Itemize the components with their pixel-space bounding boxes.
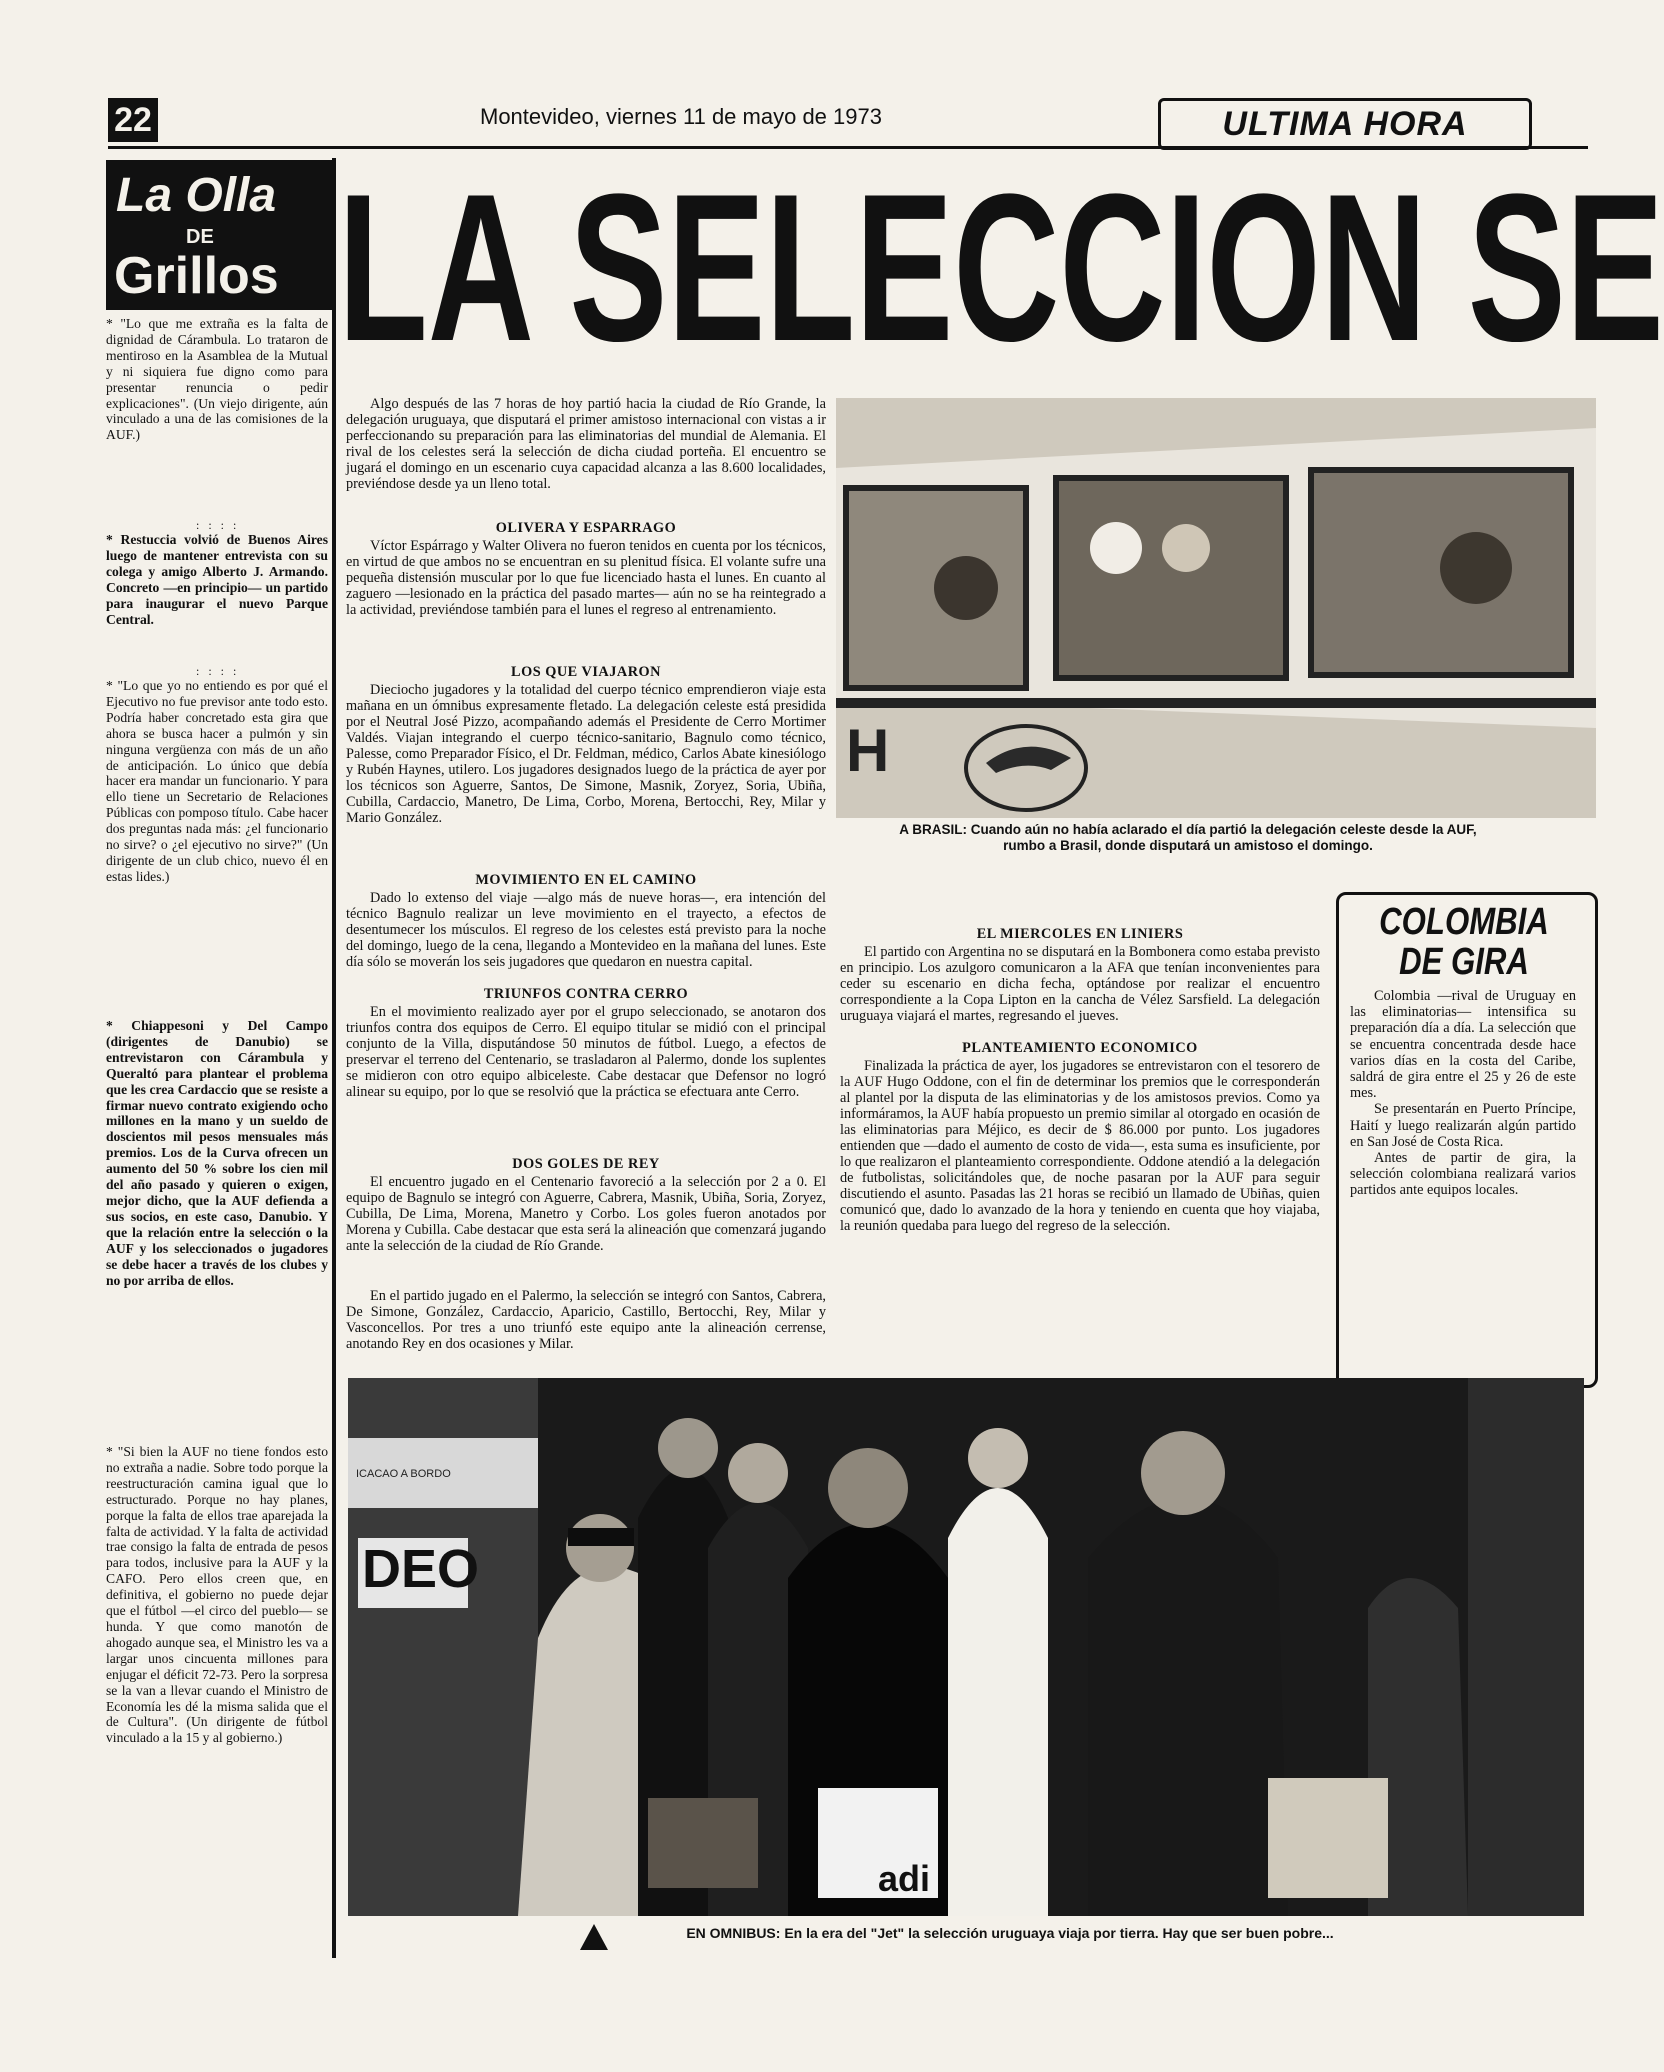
- colombia-paragraph: Colombia —rival de Uruguay en las eliminatorias— intensifica su preparación día a día. La selección que se encuentra concentrada desde hace varios días en la costa del Caribe, saldrá de gira entre el 25 y 26 de este mes.: [1350, 988, 1576, 1102]
- sidebar-separator: : : : :: [196, 518, 240, 532]
- subhead: PLANTEAMIENTO ECONOMICO: [962, 1040, 1198, 1056]
- sidebar-title-2: DE: [186, 226, 214, 248]
- bag-logo-text: adi: [878, 1858, 931, 1899]
- masthead-logo: ULTIMA HORA: [1158, 98, 1532, 150]
- sidebar-item: * "Lo que yo no entiendo es por qué el Ejecutivo no fue previsor ante todo esto. Podría haber concretado esta gira que ahora se busca hacer a pulmón y sin ninguna vergüenza con más de un año de anticipación. Lo único que debía hacer era mandar un funcionario. Y para ello tiene un Secretario de Relaciones Públicas con pomposo título. Cabe hacer dos preguntas nada más: ¿el funcionario no sirve? o ¿el ejecutivo no sirve?" (Un dirigente de un club chico, nuevo él en estas lides.): [106, 678, 328, 884]
- sidebar-item: * Chiappesoni y Del Campo (dirigentes de Danubio) se entrevistaron con Cárambula y Queraltó para plantear el problema que les crea Cardaccio que se resiste a firmar nuevo contrato exigiendo ocho millones en la mano y un sueldo de doscientos mil pesos mensuales más premios. Los de la Curva ofrecen un aumento del 50 % sobre los cien mil del año pasado y quieren o exigen, mejor dicho, que la AUF defienda a sus socios, en este caso, Danubio. Y que la relación entre la selección o la AUF y los seleccionados o jugadores se debe hacer a través de los clubes y no por arriba de ellos.: [106, 1018, 328, 1288]
- subhead: TRIUNFOS CONTRA CERRO: [483, 986, 689, 1002]
- article-paragraph: El partido con Argentina no se disputará en la Bombonera como estaba previsto en principio. Los azulgoro comunicaron a la AFA que tenían inconvenientes para ceder su escenario en dicha fecha, optándose por realizar el encuentro correspondiente a la Copa Lipton en la cancha de Vélez Sarsfield. La delegación uruguaya viajará el martes, regresando el jueves.: [840, 944, 1320, 1024]
- sidebar-title-3: Grillos: [114, 247, 279, 305]
- bus-sign-letter: H: [846, 717, 890, 784]
- article-paragraph: Dieciocho jugadores y la totalidad del cuerpo técnico emprendieron viaje esta mañana en un ómnibus expresamente fletado. La delegación celeste está presidida por el Neutral José Pizzo, acompañando además el Presidente de Cerro Mortimer Valdés. Viajan integrando el cuerpo técnico-sanitario, Bagnulo como técnico, Palesse, como Preparador Físico, el Dr. Feldman, médico, Carlos Abate kinesiólogo y Rubén Haynes, utilero. Los jugadores designados luego de la práctica de ayer por los técnicos son Aguerre, Santos, De Simone, Masnik, Zoryez, Soria, Ubiña, Cubilla, Cardaccio, Manetro, De Lima, Corbo, Morena, Bertocchi, Rey, Milar y Mario González.: [346, 682, 826, 826]
- page-number: 22: [108, 98, 158, 142]
- bus-destination-sign: DEO: [362, 1539, 480, 1599]
- sidebar-item: * "Lo que me extraña es la falta de dignidad de Cárambula. Lo trataron de mentiroso en la Asamblea de la Mutual y ni siquiera fue digno como para presentar renuncia o pedir explicaciones". (Un viejo dirigente, aún vinculado a una de las comisiones de la AUF.): [106, 316, 328, 443]
- subhead: EL MIERCOLES EN LINIERS: [976, 926, 1184, 942]
- bus-photo-drawing: [836, 398, 1596, 818]
- photo-caption: A BRASIL: Cuando aún no había aclarado el día partió la delegación celeste desde la AUF, rumbo a Brasil, donde disputará un amistoso el domingo.: [899, 822, 1477, 853]
- article-paragraph: Dado lo extenso del viaje —algo más de nueve horas—, era intención del técnico Bagnulo realizar un leve movimiento en el trayecto, a efectos de desentumecer los músculos. El regreso de los celestes está previsto para la noche del domingo, luego de la cena, llegando a Montevideo en la mañana del lunes. Este día sólo se moverán los seis jugadores que quedaron en nuestra capital.: [346, 890, 826, 970]
- subhead: LOS QUE VIAJARON: [511, 664, 661, 680]
- article-paragraph: En el partido jugado en el Palermo, la selección se integró con Santos, Cabrera, De Simone, González, Cardaccio, Aparicio, Castillo, Bertocchi, Rey, Milar y Vasconcellos. Por tres a uno triunfó este equipo ante la alineación cerrense, anotando Rey en dos ocasiones y Milar.: [346, 1288, 826, 1352]
- subhead: DOS GOLES DE REY: [512, 1156, 660, 1172]
- caption-triangle-icon: [580, 1924, 608, 1950]
- sidebar-separator: : : : :: [196, 664, 240, 678]
- subhead: OLIVERA Y ESPARRAGO: [495, 520, 677, 536]
- sidebar-logo: [106, 160, 332, 310]
- colombia-paragraph: Se presentarán en Puerto Príncipe, Haití y luego realizarán algún partido en San José de Costa Rica.: [1350, 1101, 1576, 1150]
- headline: LA SELECCION SE: [338, 150, 1664, 385]
- article-paragraph: En el movimiento realizado ayer por el grupo seleccionado, se anotaron dos triunfos contra dos equipos de Cerro. El equipo titular se midió con el principal conjunto de la Villa, disputándose 50 minutos de fútbol. Luego, a efectos de preservar el terreno del Centenario, se trasladaron al Palermo, donde los suplentes se midieron con otro equipo albiceleste. Cabe destacar que Defensor no logró alinear su equipo, por lo que se resolvió que la práctica se efectuara ante Cerro.: [346, 1004, 826, 1100]
- colombia-text: [1350, 988, 1576, 1199]
- bus-photo: [836, 398, 1596, 818]
- sidebar-item: * Restuccia volvió de Buenos Aires luego de mantener entrevista con su colega y amigo Alberto J. Armando. Concreto —en principio— un partido para inaugurar el nuevo Parque Central.: [106, 532, 328, 627]
- subhead: MOVIMIENTO EN EL CAMINO: [475, 872, 697, 888]
- article-intro: Algo después de las 7 horas de hoy partió hacia la ciudad de Río Grande, la delegación uruguaya, que disputará el primer amistoso internacional con vistas a ir perfeccionando su preparación para las eliminatorias del mundial de Alemania. El rival de los celestes será la selección de dicha ciudad porteña. El encuentro se jugará el domingo en un escenario cuya capacidad alcanza a las 8.600 localidades, previéndose desde ya un lleno total.: [346, 396, 826, 492]
- players-photo-drawing: [348, 1378, 1584, 1916]
- players-photo: [348, 1378, 1584, 1916]
- colombia-paragraph: Antes de partir de gira, la selección colombiana realizará varios partidos ante equipos locales.: [1350, 1150, 1576, 1199]
- article-paragraph: Finalizada la práctica de ayer, los jugadores se entrevistaron con el tesorero de la AUF Hugo Oddone, con el fin de determinar los premios que le corresponderán al plantel por la disputa de las eliminatorias y de los amistosos previos. Como ya informáramos, la AUF había propuesto un premio similar al otorgado en ocasión de las eliminatorias para Méjico, es decir de $ 86.000 por punto. Los jugadores entienden que —dado el aumento de costo de vida—, esta suma es insuficiente, por lo que realizaron el planteamiento correspondiente. Oddone atendió a la delegación de futbolistas, solicitándoles que, de noche pasaran por la AUF para seguir discutiendo el asunto. Pasadas las 21 horas se recibió un llamado de Ubiñas, quien comunicó que, dado lo avanzado de la hora y teniendo en cuenta que hoy viajaba, la reunión quedaba para luego del regreso de la selección.: [840, 1058, 1320, 1234]
- sidebar-title-1: La Olla: [116, 169, 277, 222]
- bus-sign-small: ICACAO A BORDO: [356, 1468, 451, 1480]
- dateline: Montevideo, viernes 11 de mayo de 1973: [480, 104, 882, 129]
- sidebar-item: * "Si bien la AUF no tiene fondos esto no extraña a nadie. Sobre todo porque la reestructuración camina igual que lo estructurado. Porque no hay planes, porque la falta de ellos trae aparejada la falta de actividad. Y la falta de actividad trae consigo la falta de entrada de pesos para todos, inclusive para la AUF y la CAFO. Pero ellos creen que, en definitiva, el gobierno no puede dejar que el fútbol —el circo del pueblo— se hunda. Y que como manotón de ahogado aunque sea, el Ministro les va a largar unos cincuenta millones para enjugar el déficit 72-73. Pero la sorpresa se la van a llevar cuando el Ministro de Economía les dé la misma salida que el de Cultura". (Un dirigente de fútbol vinculado a la 15 y al gobierno.): [106, 1444, 328, 1746]
- article-paragraph: Víctor Espárrago y Walter Olivera no fueron tenidos en cuenta por los técnicos, en virtud de que ambos no se encuentran en su plenitud física. El volante sufre una pequeña distensión muscular por lo que fue licenciado hasta el lunes. En cuanto al zaguero —lesionado en la práctica del pasado martes— aún no se ha reintegrado a la actividad, previéndose también para el lunes el regreso al entrenamiento.: [346, 538, 826, 618]
- photo-caption: EN OMNIBUS: En la era del "Jet" la selección uruguaya viaja por tierra. Hay que ser buen pobre...: [686, 1925, 1334, 1941]
- colombia-title: COLOMBIA DE GIRA: [1379, 901, 1549, 983]
- article-paragraph: El encuentro jugado en el Centenario favoreció a la selección por 2 a 0. El equipo de Bagnulo se integró con Aguerre, Cabrera, Masnik, Ubiña, Soria, Zoryez, Cubilla, De Lima, Morena, Manetro y Corbo. Los goles fueron anotados por Morena y Cubilla. Cabe destacar que esta será la alineación que comenzará jugando ante la selección de la ciudad de Río Grande.: [346, 1174, 826, 1254]
